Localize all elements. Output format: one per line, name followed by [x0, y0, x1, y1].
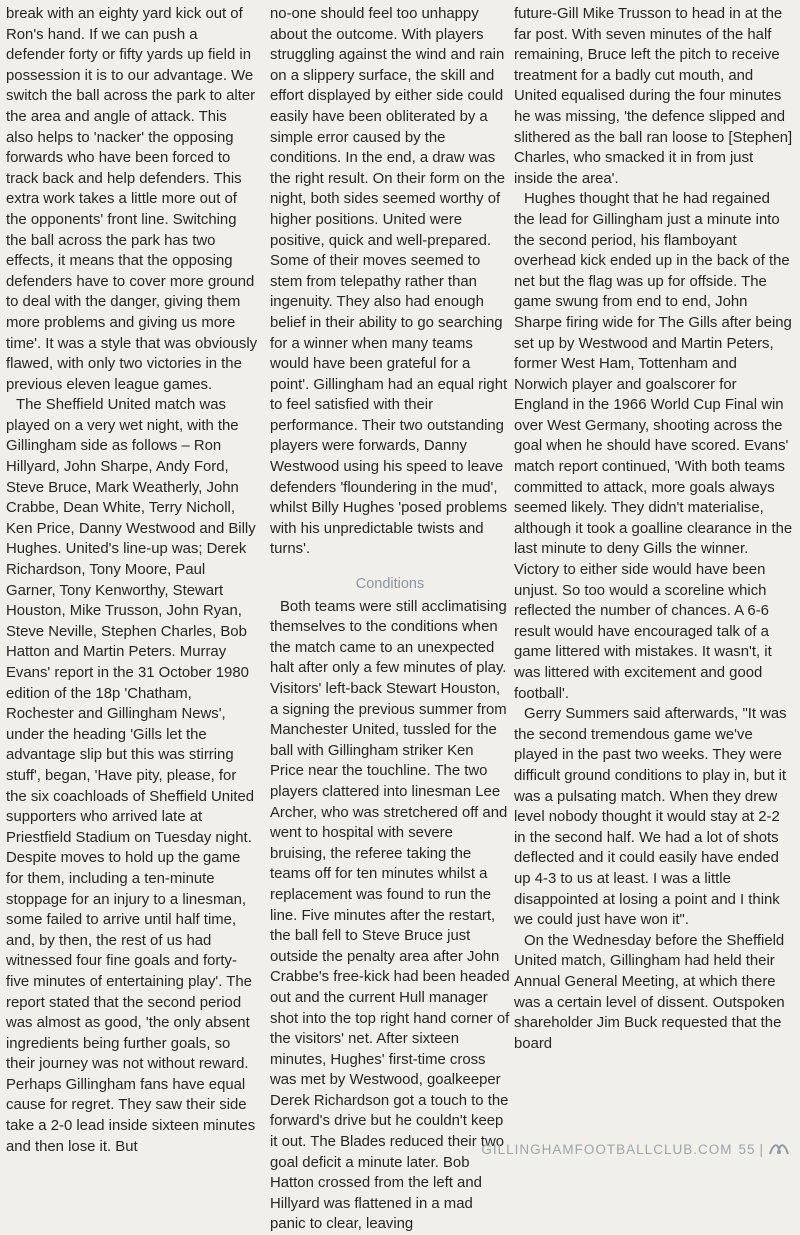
section-heading: Conditions [355, 576, 425, 593]
article-column-2 [270, 4, 510, 1233]
paragraph: future-Gill Mike Trusson to head in at the far post. With seven minutes of the half remaining, Bruce left the pitch to receive treatment for a badly cut mouth, and United equalised during the four minutes he was missing, 'the defence slipped and slithered as the ball ran loose to [Stephen] Charles, who smacked it in from just inside the area'. [514, 6, 793, 187]
club-crest-icon [768, 1141, 790, 1157]
footer-separator: | [759, 1141, 764, 1157]
paragraph: Hughes thought that he had regained the lead for Gillingham just a minute into the second period, his flamboyant overhead kick ended up in the back of the net but the flag was up for offside. The game swung from end to end, John Sharpe firing wide for The Gills after being set up by Westwood and Martin Peters, former West Ham, Tottenham and Norwich player and goalscorer for England in the 1966 World Cup Final win over West Germany, shooting across the goal when he should have scored. Evans' match report continued, 'With both teams committed to attack, more goals always seemed likely. They didn't materialise, although it took a goalline clearance in the last minute to deny Gills the winner. Victory to either side would have been unjust. So too would a scoreline which reflected the number of chances. A 6-6 result would have encouraged talk of a game littered with mistakes. It wasn't, it was littered with excitement and good football'. [514, 191, 793, 702]
article-column-1 [6, 4, 258, 1155]
paragraph: Both teams were still acclimatising themselves to the conditions when the match came to an unexpected halt after only a few minutes of play. Visitors' left-back Stewart Houston, a signing the previous summer from Manchester United, tussled for the ball with Gillingham striker Ken Price near the touchline. The two players clattered into linesman Lee Archer, who was stretchered off and went to hospital with severe bruising, the referee taking the teams off for ten minutes whilst a replacement was found to run the line. Five minutes after the restart, the ball fell to Steve Bruce just outside the penalty area after John Crabbe's free-kick had been headed out and the current Hull manager shot into the top right hand corner of the visitors' net. After sixteen minutes, Hughes' first-time cross was met by Westwood, goalkeeper Derek Richardson got a touch to the forward's drive but he couldn't keep it out. The Blades reduced their two goal deficit a minute later. Bob Hatton crossed from the left and Hillyard was flattened in a mad panic to clear, leaving [270, 598, 510, 1233]
paragraph: The Sheffield United match was played on a very wet night, with the Gillingham side as follows – Ron Hillyard, John Sharpe, Andy Ford, Steve Bruce, Mark Weatherly, John Crabbe, Dean White, Terry Nicholl, Ken Price, Danny Westwood and Billy Hughes. United's line-up was; Derek Richardson, Tony Moore, Paul Garner, Tony Kenworthy, Stewart Houston, Mike Trusson, John Ryan, Steve Neville, Stephen Charles, Bob Hatton and Martin Peters. Murray Evans' report in the 31 October 1980 edition of the 18p 'Chatham, Rochester and Gillingham News', under the heading 'Gills let the advantage slip but this was stirring stuff', began, 'Have pity, please, for the six coachloads of Sheffield United supporters who arrived late at Priestfield Stadium on Tuesday night. Despite moves to hold up the game for them, including a ten-minute stoppage for an injury to a linesman, some failed to arrive until half time, and, by then, the rest of us had witnessed four fine goals and forty-five minutes of entertaining play'. The report stated that the second period was almost as good, 'the only absent ingredients being further goals, so their journey was not without reward. Perhaps Gillingham fans have equal cause for regret. They saw their side take a 2-0 lead inside sixteen minutes and then lose it. But [6, 397, 256, 1155]
paragraph: On the Wednesday before the Sheffield United match, Gillingham had held their Annual General Meeting, at which there was a certain level of dissent. Outspoken shareholder Jim Buck requested that the board [514, 932, 785, 1052]
paragraph: no-one should feel too unhappy about the outcome. With players struggling against the wind and rain on a slippery surface, the skill and effort displayed by either side could easily have been obliterated by a simple error caused by the conditions. In the end, a draw was the right result. On their form on the night, both sides seemed worthy of higher positions. United were positive, quick and well-prepared. Some of their moves seemed to stem from telepathy rather than ingenuity. They also had enough belief in their ability to go searching for a winner when many teams would have been grateful for a point'. Gillingham had an equal right to feel satisfied with their performance. Their two outstanding players were forwards, Danny Westwood using his speed to leave defenders 'floundering in the mud', whilst Billy Hughes 'posed problems with his unpredictable twists and turns'. [270, 6, 508, 558]
paragraph: break with an eighty yard kick out of Ron's hand. If we can push a defender forty or fifty yards up field in possession it is to our advantage. We switch the ball across the park to alter the area and angle of attack. This also helps to 'nacker' the opposing forwards who have been forced to track back and help defenders. This extra work takes a little more out of the opponents' front line. Switching the ball across the park has two effects, it means that the opposing defenders have to cover more ground to deal with the danger, giving them more problems and giving us more time'. It was a style that was obviously flawed, with only two victories in the previous eleven league games. [6, 6, 258, 393]
article-column-3 [514, 4, 794, 1129]
footer-site-url: GILLINGHAMFOOTBALLCLUB.COM [481, 1141, 733, 1157]
paragraph: Gerry Summers said afterwards, "It was the second tremendous game we've played in the past two weeks. They were difficult ground conditions to play in, but it was a pulsating match. When they drew level nobody thought it would stay at 2-2 in the second half. We had a lot of shots deflected and it could easily have ended up 4-3 to us at least. I was a little disappointed at losing a point and I think we could just have won it". [514, 706, 787, 929]
page-footer [470, 1138, 790, 1160]
page-number: 55 [738, 1141, 756, 1157]
